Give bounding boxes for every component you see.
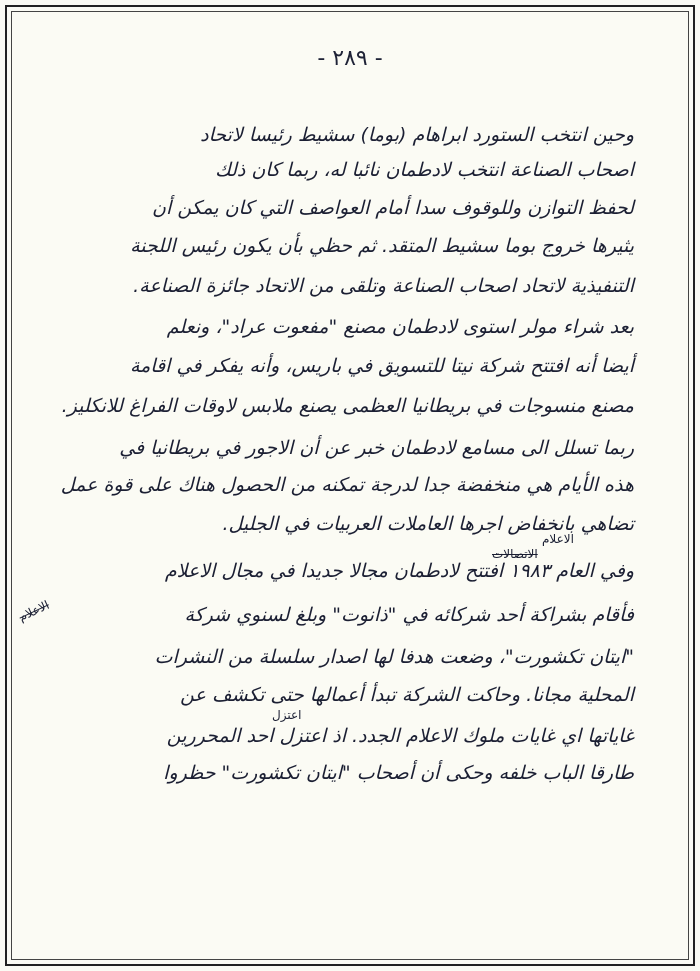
margin-note-insertion: الاعلام xyxy=(542,532,574,546)
page-number: - ٢٨٩ - xyxy=(317,46,383,71)
text-line: طارقا الباب خلفه وحكى أن أصحاب "ايتان تكشورت" حظروا xyxy=(163,762,634,784)
text-line: غاياتها اي غايات ملوك الاعلام الجدد. اذ اعتزل احد المحررين xyxy=(166,725,634,747)
text-line: بعد شراء مولر استوى لادطمان مصنع "مفعوت عراد"، ونعلم xyxy=(166,316,634,338)
text-line: "ايتان تكشورت"، وضعت هدفا لها اصدار سلسلة من النشرات xyxy=(154,646,634,668)
text-line: يثيرها خروج بوما سشيط المتقد. ثم حظي بأن يكون رئيس اللجنة xyxy=(130,235,634,257)
text-line: لحفظ التوازن وللوقوف سدا أمام العواصف التي كان يمكن أن xyxy=(152,197,634,219)
text-line: أيضا أنه افتتح شركة نيتا للتسويق في باريس، وأنه يفكر في اقامة xyxy=(129,355,634,377)
text-line: مصنع منسوجات في بريطانيا العظمى يصنع ملابس لاوقات الفراغ للانكليز. xyxy=(61,395,634,417)
text-line: وفي العام ١٩٨٣ افتتح لادطمان مجالا جديدا في مجال الاعلام xyxy=(164,560,634,582)
margin-note-struck: الاتصالات xyxy=(492,547,538,561)
text-line: فأقام بشراكة أحد شركائه في "ذانوت" وبلغ لسنوي شركة xyxy=(184,604,634,626)
text-line: ربما تسلل الى مسامع لادطمان خبر عن أن الاجور في بريطانيا في xyxy=(119,437,634,459)
text-line: اصحاب الصناعة انتخب لادطمان نائبا له، ربما كان ذلك xyxy=(215,159,634,181)
margin-note-insertion: اعتزل xyxy=(272,708,302,722)
left-margin-note-struck: الاعلام xyxy=(16,597,52,625)
text-line: وحين انتخب الستورد ابراهام (بوما) سشيط رئيسا لاتحاد xyxy=(200,124,634,146)
text-line: هذه الأيام هي منخفضة جدا لدرجة تمكنه من الحصول هناك على قوة عمل xyxy=(60,474,634,496)
text-line: المحلية مجانا. وحاكت الشركة تبدأ أعمالها حتى تكشف عن xyxy=(180,684,634,706)
text-line: تضاهي بانخفاض اجرها العاملات العربيات في الجليل. xyxy=(222,513,634,535)
text-line: التنفيذية لاتحاد اصحاب الصناعة وتلقى من الاتحاد جائزة الصناعة. xyxy=(133,275,634,297)
